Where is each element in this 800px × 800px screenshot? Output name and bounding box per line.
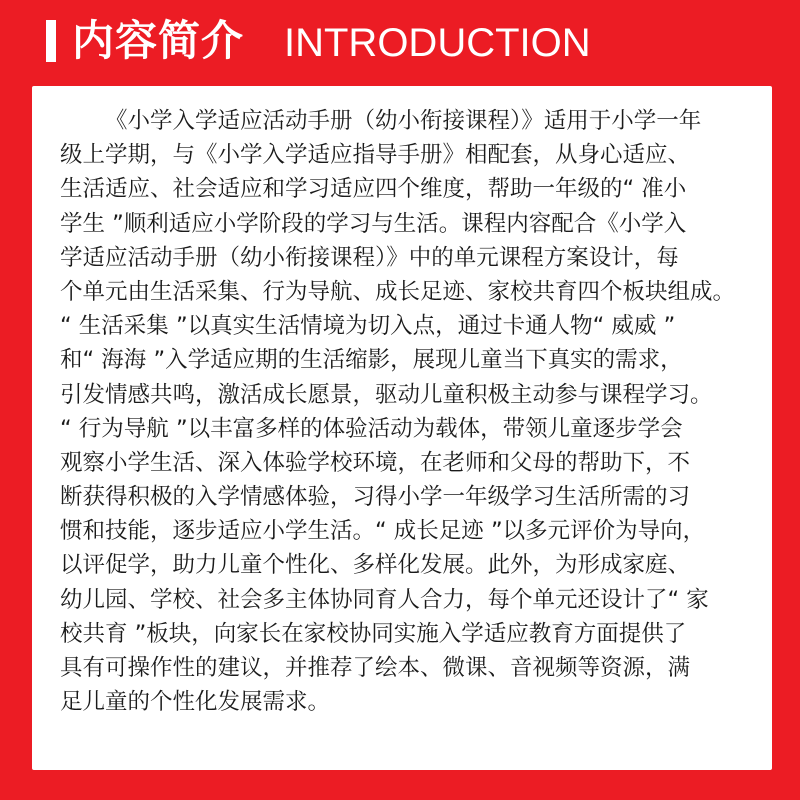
intro-line: 断获得积极的入学情感体验，习得小学一年级学习生活所需的习: [60, 484, 691, 511]
intro-line: “ 行为导航 ”以丰富多样的体验活动为载体，带领儿童逐步学会: [60, 415, 683, 442]
intro-line: 惯和技能，逐步适应小学生活。“ 成长足迹 ”以多元评价为导向，: [60, 518, 706, 545]
intro-line: 足儿童的个性化发展需求。: [60, 689, 331, 716]
intro-content-box: [32, 86, 772, 770]
intro-line: 观察小学生活、深入体验学校环境，在老师和父母的帮助下，不: [60, 449, 691, 476]
intro-line: 具有可操作性的建议，并推荐了绘本、微课、音视频等资源，满: [60, 655, 691, 681]
intro-line: 个单元由生活采集、行为导航、成长足迹、家校共育四个板块组成。: [60, 278, 736, 305]
section-header: [0, 0, 800, 80]
section-title-chinese: 内容简介: [72, 16, 245, 65]
intro-line: 以评促学，助力儿童个性化、多样化发展。此外，为形成家庭、: [60, 552, 691, 579]
intro-line: 学适应活动手册（幼小衔接课程）》中的单元课程方案设计，每: [60, 244, 679, 271]
intro-line: 校共育 ”板块，向家长在家校协同实施入学适应教育方面提供了: [60, 620, 687, 647]
intro-line: 级上学期，与《小学入学适应指导手册》相配套，从身心适应、: [60, 142, 691, 169]
intro-line: 和“ 海海 ”入学适应期的生活缩影，展现儿童当下真实的需求，: [60, 347, 683, 374]
intro-line: “ 生活采集 ”以真实生活情境为切入点，通过卡通人物“ 威威 ”: [60, 313, 676, 340]
intro-line: 学生 ”顺利适应小学阶段的学习与生活。课程内容配合《小学入: [60, 210, 687, 237]
intro-line: 幼儿园、学校、社会多主体协同育人合力，每个单元还设计了“ 家: [60, 586, 709, 613]
intro-line: 《小学入学适应活动手册（幼小衔接课程）》适用于小学一年: [105, 108, 702, 134]
intro-line: 引发情感共鸣，激活成长愿景，驱动儿童积极主动参与课程学习。: [60, 381, 713, 408]
title-accent-bar: [46, 20, 56, 62]
intro-paragraph: [60, 104, 750, 719]
section-title-english: INTRODUCTION: [284, 21, 591, 65]
intro-line: 生活适应、社会适应和学习适应四个维度，帮助一年级的“ 准小: [60, 176, 687, 203]
